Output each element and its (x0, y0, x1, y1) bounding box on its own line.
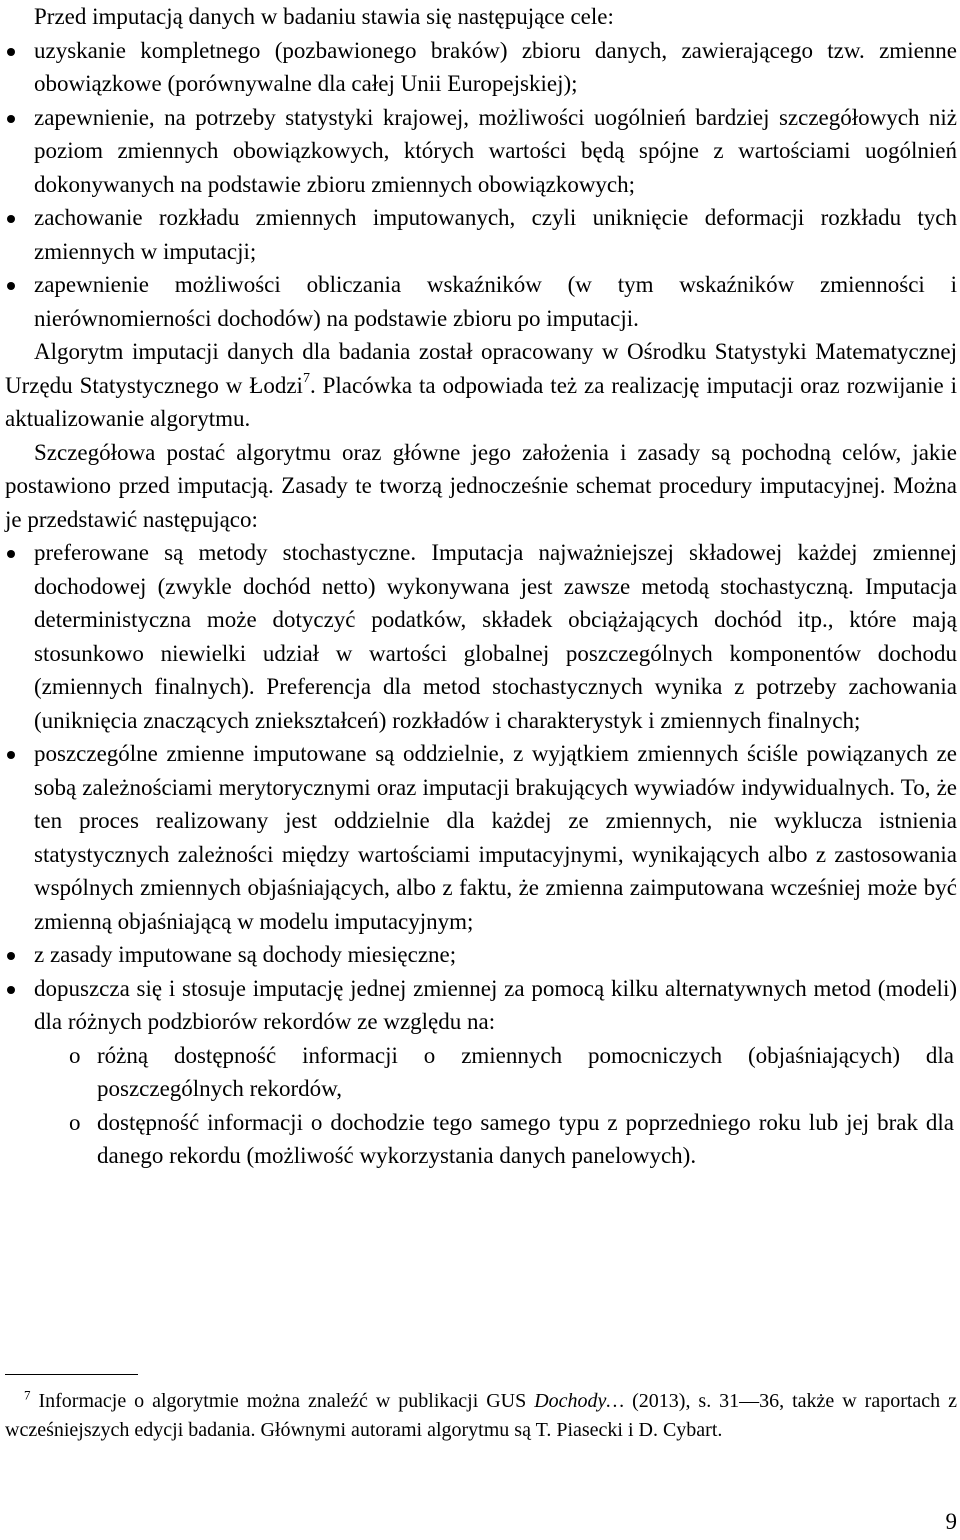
bullet-icon (7, 215, 15, 223)
footnote-reference[interactable]: 7 (302, 370, 310, 386)
list-item-text: z zasady imputowane są dochody miesięczne; (34, 942, 457, 967)
bullet-icon (7, 751, 15, 759)
footnote-publication-title: Dochody… (534, 1390, 625, 1412)
schema-paragraph: Szczegółowa postać algorytmu oraz główne jego założenia i zasady są pochodną celów, jakie postawiono przed imputacją. Zasady te tworzą jednocześnie schemat procedury imputacyjnej. Można je przedstawić następująco: (5, 439, 957, 532)
algorithm-text: Algorytm imputacji danych dla badania został opracowany w Ośrodku Statystyki Matematycznej Urzędu Statystycznego w Łodzi (5, 339, 957, 398)
page-number: 9 (945, 1509, 957, 1534)
bullet-icon (7, 282, 15, 290)
list-item-text: zapewnienie możliwości obliczania wskaźników (w tym wskaźników zmienności i nierównomierności dochodów) na podstawie zbioru po imputacji. (34, 272, 957, 331)
bullet-icon (7, 952, 15, 960)
footnote-text-continued: (2013), s. 31—36, także w raportach z wcześniejszych edycji badania. Głównymi autorami algorytmu są T. Piasecki i D. Cybart. (5, 1390, 957, 1441)
list-item (0, 34, 960, 101)
list-item-text: zapewnienie, na potrzeby statystyki krajowej, możliwości uogólnień bardziej szczegółowych niż poziom zmiennych obowiązkowych, których wartości będą spójne z wartościami uogólnień dokonywanych na podstawie zbioru zmiennych obowiązkowych; (34, 104, 957, 197)
list-item-text: uzyskanie kompletnego (pozbawionego braków) zbioru danych, zawierającego tzw. zmienne obowiązkowe (porównywalne dla całej Unii Europejskiej); (34, 37, 957, 96)
sub-list-item-text: dostępność informacji o dochodzie tego samego typu z poprzedniego roku lub jej brak dla danego rekordu (możliwość wykorzystania danych panelowych). (97, 1109, 954, 1168)
list-item (0, 737, 960, 938)
list-item-text: preferowane są metody stochastyczne. Imputacja najważniejszej składowej każdej zmiennej dochodowej (zwykle dochód netto) wykonywana jest zawsze metodą stochastyczną. Imputacja deterministyczna może dotyczyć podatków, składek obciążających dochód itp., które mają stosunkowo niewielki udział w wartości globalnej poszczególnych komponentów dochodu (zmiennych finalnych). Preferencja dla metod stochastycznych wynika z potrzeby zachowania (uniknięcia znaczących zniekształceń) rozkładów i charakterystyk i zmiennych finalnych; (34, 540, 957, 733)
footnote (0, 1387, 960, 1445)
footnote-separator (5, 1374, 138, 1375)
goals-list (0, 34, 960, 336)
list-item-text: zachowanie rozkładu zmiennych imputowanych, czyli uniknięcie deformacji rozkładu tych zmiennych w imputacji; (34, 205, 957, 264)
rules-list (0, 536, 960, 1173)
list-item (0, 101, 960, 202)
bullet-icon (7, 48, 15, 56)
footnote-number: 7 (24, 1387, 31, 1403)
list-item-text: dopuszcza się i stosuje imputację jednej zmiennej za pomocą kilku alternatywnych metod (modeli) dla różnych podzbiorów rekordów ze względu na: (34, 975, 957, 1034)
list-item (0, 972, 960, 1173)
bullet-icon (7, 550, 15, 558)
intro-paragraph: Przed imputacją danych w badaniu stawia się następujące cele: (34, 4, 614, 29)
circle-bullet-icon: o (69, 1042, 81, 1068)
algorithm-text-continued: . Placówka ta odpowiada też za realizację imputacji oraz rozwijanie i aktualizowanie algorytmu. (5, 372, 957, 431)
sub-list-item-text: różną dostępność informacji o zmiennych pomocniczych (objaśniających) dla poszczególnych rekordów, (97, 1042, 954, 1101)
sub-list-item (34, 1039, 957, 1106)
subrules-list (34, 1039, 957, 1173)
sub-list-item (34, 1106, 957, 1173)
algorithm-paragraph (0, 335, 960, 436)
list-item (0, 268, 960, 335)
list-item-text: poszczególne zmienne imputowane są oddzielnie, z wyjątkiem zmiennych ściśle powiązanych ze sobą zależnościami merytorycznymi oraz imputacji brakujących wywiadów indywidualnych. To, że ten proces realizowany jest oddzielnie dla każdej ze zmiennych, nie wyklucza istnienia statystycznych zależności między wartościami imputacyjnymi, wynikających albo z zastosowania wspólnych zmiennych objaśniających, albo z faktu, że zmienna zaimputowana wcześniej może być zmienną objaśniającą w modelu imputacyjnym; (34, 741, 957, 934)
circle-bullet-icon: o (69, 1109, 81, 1135)
list-item (0, 536, 960, 737)
list-item (0, 201, 960, 268)
list-item (0, 938, 960, 972)
footnote-text: Informacje o algorytmie można znaleźć w publikacji GUS (38, 1390, 535, 1412)
bullet-icon (7, 115, 15, 123)
footnote-paragraph (0, 1387, 960, 1445)
bullet-icon (7, 986, 15, 994)
